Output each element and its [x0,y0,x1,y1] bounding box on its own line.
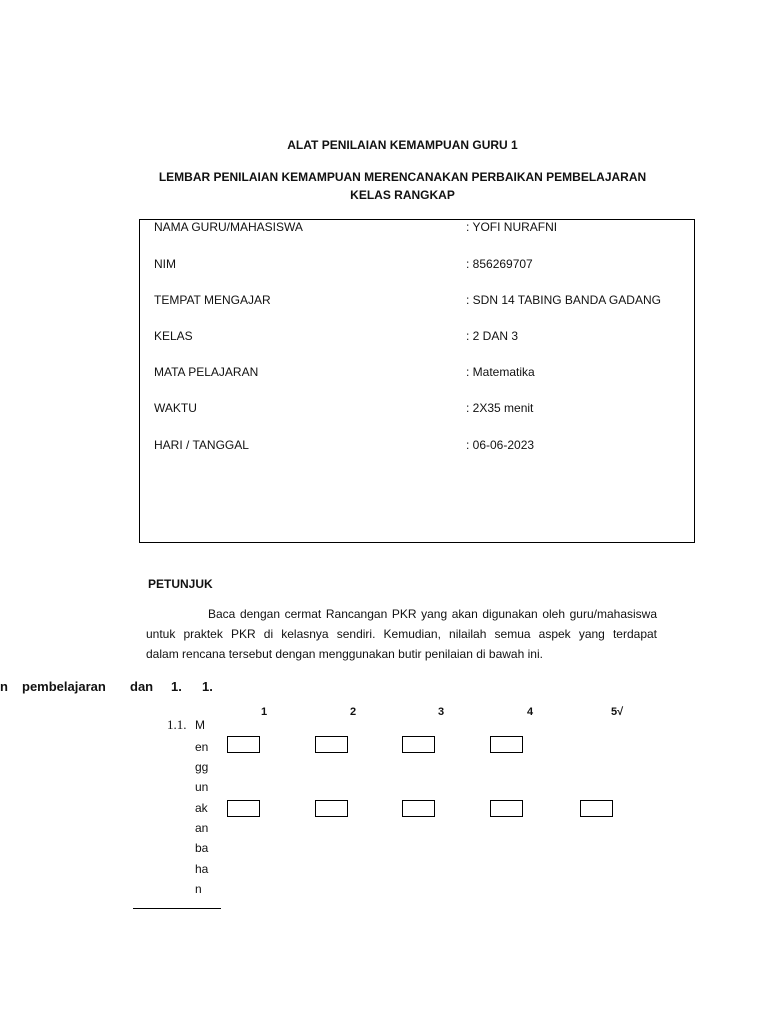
field-label-nim: NIM [154,257,176,271]
field-value-time: : 2X35 menit [466,401,534,415]
field-label-date: HARI / TANGGAL [154,438,249,452]
score-checkbox-2[interactable] [315,736,348,753]
instructions-line: untuk praktek PKR di kelasnya sendiri. Kemudian, nilailah semua aspek yang terdapat [146,627,657,641]
item-text-fragment: M [195,718,205,732]
field-value-date: : 06-06-2023 [466,438,535,452]
document-title: ALAT PENILAIAN KEMAMPUAN GURU 1 [287,138,518,152]
scale-label-4: 4 [527,706,534,718]
cut-word: dan [130,679,154,694]
field-label-name: NAMA GURU/MAHASISWA [154,220,303,234]
score-checkbox-3[interactable] [402,800,435,817]
item-text-fragment: ba [195,841,209,855]
item-text-fragment: un [195,780,209,794]
item-text-fragment: n [195,882,202,896]
scale-label-5: 5√ [611,706,624,718]
field-value-school: : SDN 14 TABING BANDA GADANG [466,293,661,307]
score-checkbox-4[interactable] [490,800,523,817]
item-text-fragment: en [195,740,209,754]
item-text-fragment: ha [195,862,209,876]
instructions-heading: PETUNJUK [148,577,213,591]
field-value-subject: : Matematika [466,365,535,379]
field-value-name: : YOFI NURAFNI [466,220,558,234]
identity-box [139,219,695,543]
item-number: 1.1. [167,717,187,732]
score-checkbox-1[interactable] [227,736,260,753]
item-text-fragment: an [195,821,209,835]
scale-label-3: 3 [438,706,445,718]
field-label-school: TEMPAT MENGAJAR [154,293,271,307]
score-checkbox-2[interactable] [315,800,348,817]
score-checkbox-5[interactable] [580,800,613,817]
footnote-separator [133,908,221,909]
document-subtitle: LEMBAR PENILAIAN KEMAMPUAN MERENCANAKAN PERBAIKAN PEMBELAJARAN [158,170,647,184]
scale-label-2: 2 [350,706,357,718]
document-subtitle-class: KELAS RANGKAP [350,188,455,202]
cut-word: n [0,679,8,694]
field-label-time: WAKTU [154,401,197,415]
score-checkbox-4[interactable] [490,736,523,753]
field-label-class: KELAS [154,329,193,343]
field-value-nim: : 856269707 [466,257,533,271]
item-text-fragment: gg [195,760,209,774]
scale-label-1: 1 [261,706,268,718]
score-checkbox-1[interactable] [227,800,260,817]
instructions-line: Baca dengan cermat Rancangan PKR yang akan digunakan oleh guru/mahasiswa [208,607,657,621]
instructions-line: dalam rencana tersebut dengan menggunakan butir penilaian di bawah ini. [146,647,543,661]
score-checkbox-3[interactable] [402,736,435,753]
field-label-subject: MATA PELAJARAN [154,365,259,379]
cut-word: 1. [171,679,182,694]
item-text-fragment: ak [195,801,208,815]
cut-word: pembelajaran [22,679,106,694]
cut-word: 1. [202,679,213,694]
field-value-class: : 2 DAN 3 [466,329,519,343]
